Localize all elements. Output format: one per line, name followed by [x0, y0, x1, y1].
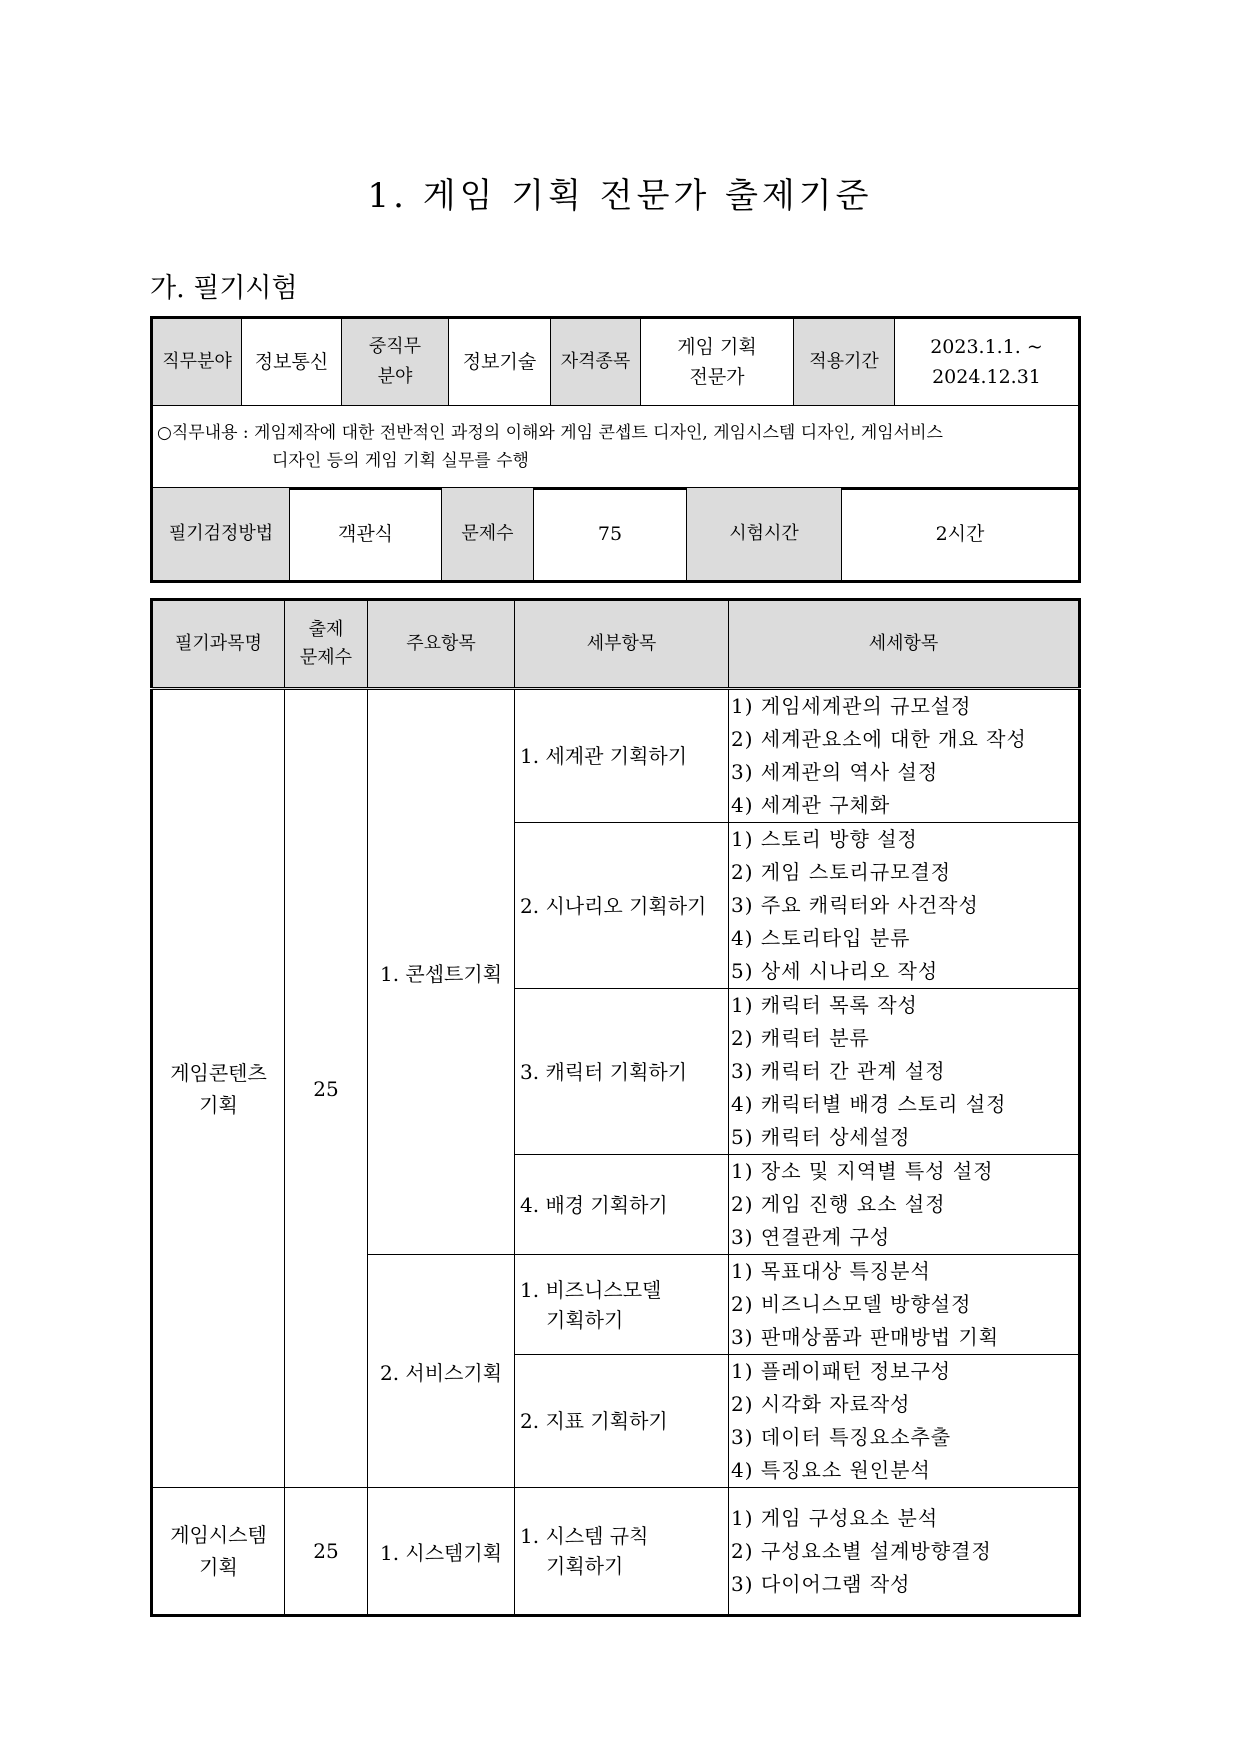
list-item: 4) 세계관 구체화: [731, 793, 891, 817]
subdetail-list: [729, 823, 1080, 989]
subject-name: [152, 1488, 285, 1616]
list-item: 2) 게임 진행 요소 설정: [731, 1192, 946, 1216]
time-value: 2시간: [842, 488, 1080, 582]
exam-method-table: [150, 487, 1081, 583]
list-item: 1) 스토리 방향 설정: [731, 827, 918, 851]
list-item: 4) 캐릭터별 배경 스토리 설정: [731, 1092, 1007, 1116]
list-item: 1) 캐릭터 목록 작성: [731, 993, 918, 1017]
subject-name-line2: 기획: [199, 1092, 238, 1117]
subdetail-list: [729, 689, 1080, 823]
header-subdetail: 세세항목: [729, 600, 1080, 689]
header-count: [285, 600, 368, 689]
qual-value-line2: 전문가: [689, 366, 745, 388]
list-item: 1) 장소 및 지역별 특성 설정: [731, 1159, 994, 1183]
subject-name-line2: 기획: [199, 1555, 238, 1579]
detail-item: 4. 배경 기획하기: [515, 1155, 729, 1255]
list-item: 2) 구성요소별 설계방향결정: [731, 1538, 992, 1563]
info-table: [150, 316, 1081, 490]
subdetail-list: [729, 1155, 1080, 1255]
duty-line-1: ○직무내용 : 게임제작에 대한 전반적인 과정의 이해와 게임 콘셉트 디자인, 게임시스템 디자인, 게임서비스: [157, 422, 943, 443]
list-item: 3) 판매상품과 판매방법 기획: [731, 1325, 1000, 1349]
subject-count: 25: [285, 1488, 368, 1616]
list-item: 4) 특징요소 원인분석: [731, 1458, 931, 1482]
subdetail-list: [729, 1355, 1080, 1488]
detail-item-line2: 기획하기: [546, 1554, 624, 1578]
section-heading: 가. 필기시험: [150, 273, 298, 304]
duty-description: [152, 406, 1080, 489]
qual-value-line1: 게임 기획: [677, 336, 757, 358]
page-title: 1. 게임 기획 전문가 출제기준: [367, 176, 873, 216]
list-item: 3) 주요 캐릭터와 사건작성: [731, 893, 979, 917]
list-item: 5) 캐릭터 상세설정: [731, 1125, 911, 1149]
detail-item: 3. 캐릭터 기획하기: [515, 989, 729, 1155]
list-item: 2) 비즈니스모델 방향설정: [731, 1292, 972, 1316]
header-count-line1: 출제: [308, 619, 344, 640]
sub-field-label-line1: 중직무: [368, 336, 422, 357]
method-value: 객관식: [290, 488, 442, 582]
list-item: 3) 캐릭터 간 관계 설정: [731, 1059, 946, 1083]
main-item: 2. 서비스기획: [368, 1255, 515, 1488]
list-item: 1) 게임세계관의 규모설정: [731, 694, 972, 718]
subdetail-list: [729, 1255, 1080, 1355]
list-item: 5) 상세 시나리오 작성: [731, 959, 939, 983]
qual-label: 자격종목: [551, 318, 641, 406]
list-item: 1) 목표대상 특징분석: [731, 1259, 931, 1283]
count-label: 문제수: [442, 488, 534, 582]
detail-item: 1. 세계관 기획하기: [515, 689, 729, 823]
sub-field-label-line2: 분야: [377, 366, 413, 387]
qual-value: [641, 318, 794, 406]
syllabus-table: [150, 598, 1081, 1617]
list-item: 1) 플레이패턴 정보구성: [731, 1359, 952, 1383]
list-item: 3) 세계관의 역사 설정: [731, 760, 939, 784]
main-item: 1. 콘셉트기획: [368, 689, 515, 1255]
job-field-value: 정보통신: [242, 318, 342, 406]
time-label: 시험시간: [687, 488, 842, 582]
job-field-label: 직무분야: [152, 318, 242, 406]
subject-name-line1: 게임시스템: [170, 1523, 267, 1547]
period-value: [895, 318, 1080, 406]
list-item: 2) 게임 스토리규모결정: [731, 860, 952, 884]
detail-item: 2. 지표 기획하기: [515, 1355, 729, 1488]
period-label: 적용기간: [794, 318, 895, 406]
list-item: 3) 데이터 특징요소추출: [731, 1425, 952, 1449]
list-item: 1) 게임 구성요소 분석: [731, 1505, 939, 1530]
header-detail: 세부항목: [515, 600, 729, 689]
count-value: 75: [534, 488, 687, 582]
list-item: 4) 스토리타입 분류: [731, 926, 911, 950]
list-item: 3) 연결관계 구성: [731, 1225, 891, 1249]
subject-name-line1: 게임콘텐츠: [170, 1060, 267, 1085]
list-item: 3) 다이어그램 작성: [731, 1571, 911, 1596]
header-subject: 필기과목명: [152, 600, 285, 689]
header-main: 주요항목: [368, 600, 515, 689]
detail-item: 2. 시나리오 기획하기: [515, 823, 729, 989]
list-item: 2) 캐릭터 분류: [731, 1026, 870, 1050]
period-value-line2: 2024.12.31: [932, 366, 1041, 388]
detail-item: [515, 1488, 729, 1616]
subject-name: [152, 689, 285, 1488]
detail-item-line1: 1. 비즈니스모델: [520, 1277, 662, 1302]
list-item: 2) 세계관요소에 대한 개요 작성: [731, 727, 1027, 751]
detail-item-line2: 기획하기: [546, 1307, 624, 1332]
detail-item-line1: 1. 시스템 규칙: [520, 1524, 649, 1548]
method-label: 필기검정방법: [152, 488, 290, 582]
sub-field-value: 정보기술: [449, 318, 551, 406]
subject-count: 25: [285, 689, 368, 1488]
table-row: [152, 1488, 1080, 1616]
main-item: 1. 시스템기획: [368, 1488, 515, 1616]
duty-line-2: 디자인 등의 게임 기획 실무를 수행: [272, 450, 529, 471]
period-value-line1: 2023.1.1. ~: [930, 336, 1043, 358]
detail-item: [515, 1255, 729, 1355]
header-count-line2: 문제수: [299, 647, 353, 668]
table-row: [152, 689, 1080, 823]
subdetail-list: [729, 1488, 1080, 1616]
sub-field-label: [342, 318, 449, 406]
subdetail-list: [729, 989, 1080, 1155]
list-item: 2) 시각화 자료작성: [731, 1392, 911, 1416]
